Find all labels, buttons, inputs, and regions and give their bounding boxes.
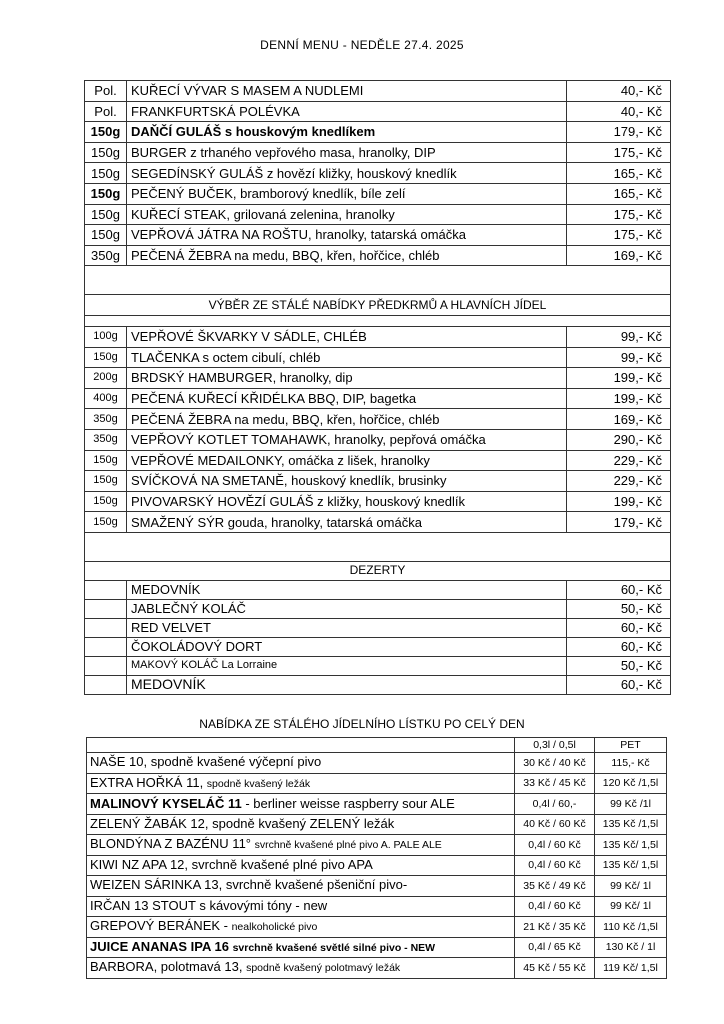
- item-price: 165,- Kč: [567, 163, 671, 184]
- drink-main: KIWI NZ APA 12, svrchně kvašené plné pivo APA: [90, 856, 373, 872]
- drink-price-draft: 0,4l / 60,-: [515, 794, 595, 815]
- drink-price-pet: 99 Kč /1l: [595, 794, 667, 815]
- item-price: 175,- Kč: [567, 204, 671, 225]
- daily-item-row: [85, 225, 671, 246]
- daily-item-row: [85, 245, 671, 266]
- item-price: 99,- Kč: [567, 326, 671, 347]
- standing-section-header: VÝBĚR ZE STÁLÉ NABÍDKY PŘEDKRMŮ A HLAVNÍCH JÍDEL: [85, 295, 671, 316]
- drink-name: [87, 937, 515, 958]
- section-header-row: [85, 561, 671, 580]
- item-weight: Pol.: [85, 81, 127, 102]
- item-price: 199,- Kč: [567, 388, 671, 409]
- drink-main: NAŠE 10, spodně kvašené výčepní pivo: [90, 754, 322, 770]
- item-weight: 350g: [85, 409, 127, 430]
- drink-main: IRČAN 13 STOUT s kávovými tóny - new: [90, 897, 328, 913]
- dessert-item-row: [85, 675, 671, 694]
- item-price: 175,- Kč: [567, 142, 671, 163]
- item-price: 40,- Kč: [567, 101, 671, 122]
- drink-price-pet: 110 Kč /1,5l: [595, 917, 667, 938]
- item-price: 290,- Kč: [567, 429, 671, 450]
- daily-item-row: [85, 183, 671, 204]
- item-price: 40,- Kč: [567, 81, 671, 102]
- drink-name: [87, 835, 515, 856]
- item-price: 165,- Kč: [567, 183, 671, 204]
- standing-item-row: [85, 471, 671, 492]
- item-price: 199,- Kč: [567, 491, 671, 512]
- item-name: BRDSKÝ HAMBURGER, hranolky, dip: [127, 368, 567, 389]
- drink-price-draft: 0,4l / 60 Kč: [515, 855, 595, 876]
- header-blank: [87, 738, 515, 753]
- item-name: MAKOVÝ KOLÁČ La Lorraine: [127, 656, 567, 675]
- item-weight: 150g: [85, 512, 127, 533]
- drink-row: [87, 753, 667, 774]
- drink-name: [87, 814, 515, 835]
- item-name: DAŇČÍ GULÁŠ s houskovým knedlíkem: [127, 122, 567, 143]
- item-weight: [85, 675, 127, 694]
- item-name: PEČENÁ KUŘECÍ KŘIDÉLKA BBQ, DIP, bagetka: [127, 388, 567, 409]
- drink-row: [87, 917, 667, 938]
- drink-price-pet: 135 Kč/ 1,5l: [595, 835, 667, 856]
- drink-name: [87, 958, 515, 979]
- item-weight: 150g: [85, 347, 127, 368]
- standing-item-row: [85, 512, 671, 533]
- item-price: 229,- Kč: [567, 450, 671, 471]
- drink-sub: svrchně kvašené plné pivo A. PALE ALE: [254, 839, 442, 852]
- drinks-title: NABÍDKA ZE STÁLÉHO JÍDELNÍHO LÍSTKU PO CELÝ DEN: [199, 717, 525, 731]
- dessert-item-row: [85, 637, 671, 656]
- item-name: SVÍČKOVÁ NA SMETANĚ, houskový knedlík, brusinky: [127, 471, 567, 492]
- drink-main: GREPOVÝ BERÁNEK -: [90, 918, 232, 934]
- section-header-row: [85, 295, 671, 316]
- drink-sub: - berliner weisse raspberry sour ALE: [241, 795, 455, 811]
- item-name: TLAČENKA s octem cibulí, chléb: [127, 347, 567, 368]
- gap-cell: [85, 315, 671, 326]
- drink-main: BARBORA, polotmavá 13,: [90, 959, 247, 975]
- drink-price-draft: 21 Kč / 35 Kč: [515, 917, 595, 938]
- item-weight: 150g: [85, 471, 127, 492]
- standing-item-row: [85, 388, 671, 409]
- standing-item-row: [85, 409, 671, 430]
- drink-name: [87, 876, 515, 897]
- item-weight: 150g: [85, 204, 127, 225]
- item-price: 169,- Kč: [567, 409, 671, 430]
- item-name: VEPŘOVÝ KOTLET TOMAHAWK, hranolky, pepřová omáčka: [127, 429, 567, 450]
- item-weight: [85, 656, 127, 675]
- drink-sub: spodně kvašený ležák: [206, 777, 311, 790]
- item-name: PEČENÁ ŽEBRA na medu, BBQ, křen, hořčice, chléb: [127, 245, 567, 266]
- daily-item-row: [85, 204, 671, 225]
- item-price: 229,- Kč: [567, 471, 671, 492]
- section-gap: [85, 315, 671, 326]
- item-weight: 150g: [85, 183, 127, 204]
- drink-row: [87, 835, 667, 856]
- dessert-item-row: [85, 599, 671, 618]
- drinks-header-row: [87, 738, 667, 753]
- item-weight: 100g: [85, 326, 127, 347]
- item-name: FRANKFURTSKÁ POLÉVKA: [127, 101, 567, 122]
- item-name: KUŘECÍ STEAK, grilovaná zelenina, hranolky: [127, 204, 567, 225]
- item-price: 175,- Kč: [567, 225, 671, 246]
- item-name: MEDOVNÍK: [127, 675, 567, 694]
- standing-item-row: [85, 429, 671, 450]
- standing-item-row: [85, 491, 671, 512]
- section-gap: [85, 532, 671, 561]
- drink-main: EXTRA HOŘKÁ 11,: [90, 774, 207, 790]
- drink-main: BLONDÝNA Z BAZÉNU 11°: [90, 836, 255, 852]
- item-name: RED VELVET: [127, 618, 567, 637]
- daily-item-row: [85, 163, 671, 184]
- header-col2: PET: [595, 738, 667, 753]
- drink-main: ZELENÝ ŽABÁK 12, spodně kvašený ZELENÝ ležák: [90, 815, 395, 831]
- desserts-section-header: DEZERTY: [85, 561, 671, 580]
- item-name: PIVOVARSKÝ HOVĚZÍ GULÁŠ z kližky, houskový knedlík: [127, 491, 567, 512]
- drink-sub: spodně kvašený polotmavý ležák: [246, 962, 401, 975]
- drinks-table: [86, 737, 667, 979]
- drink-row: [87, 937, 667, 958]
- drink-row: [87, 855, 667, 876]
- item-weight: [85, 637, 127, 656]
- item-weight: 150g: [85, 225, 127, 246]
- drink-row: [87, 814, 667, 835]
- dessert-item-row: [85, 656, 671, 675]
- dessert-item-row: [85, 580, 671, 599]
- drink-price-draft: 0,4l / 65 Kč: [515, 937, 595, 958]
- item-name: VEPŘOVÉ ŠKVARKY V SÁDLE, CHLÉB: [127, 326, 567, 347]
- item-price: 179,- Kč: [567, 512, 671, 533]
- item-weight: [85, 618, 127, 637]
- standing-item-row: [85, 347, 671, 368]
- drink-row: [87, 958, 667, 979]
- item-weight: 150g: [85, 142, 127, 163]
- item-weight: 350g: [85, 429, 127, 450]
- standing-item-row: [85, 368, 671, 389]
- drink-main: JUICE ANANAS IPA 16: [90, 938, 233, 954]
- item-price: 179,- Kč: [567, 122, 671, 143]
- drink-price-draft: 45 Kč / 55 Kč: [515, 958, 595, 979]
- menu-table: [84, 80, 671, 695]
- drink-row: [87, 896, 667, 917]
- item-price: 169,- Kč: [567, 245, 671, 266]
- drink-row: [87, 794, 667, 815]
- drink-price-pet: 99 Kč/ 1l: [595, 896, 667, 917]
- standing-item-row: [85, 450, 671, 471]
- drink-price-pet: 115,- Kč: [595, 753, 667, 774]
- standing-item-row: [85, 326, 671, 347]
- item-name: JABLEČNÝ KOLÁČ: [127, 599, 567, 618]
- item-name: SEGEDÍNSKÝ GULÁŠ z hovězí kližky, houskový knedlík: [127, 163, 567, 184]
- item-price: 60,- Kč: [567, 618, 671, 637]
- drink-price-draft: 30 Kč / 40 Kč: [515, 753, 595, 774]
- daily-item-row: [85, 81, 671, 102]
- item-name: VEPŘOVÁ JÁTRA NA ROŠTU, hranolky, tatarská omáčka: [127, 225, 567, 246]
- drink-sub: svrchně kvašené světlé silné pivo - NEW: [232, 941, 436, 954]
- daily-item-row: [85, 122, 671, 143]
- drink-name: [87, 855, 515, 876]
- dessert-item-row: [85, 618, 671, 637]
- page-title: DENNÍ MENU - NEDĚLE 27.4. 2025: [260, 38, 464, 52]
- item-price: 50,- Kč: [567, 599, 671, 618]
- item-weight: 150g: [85, 450, 127, 471]
- item-weight: 150g: [85, 163, 127, 184]
- drink-name: [87, 896, 515, 917]
- item-name: BURGER z trhaného vepřového masa, hranolky, DIP: [127, 142, 567, 163]
- daily-item-row: [85, 101, 671, 122]
- drink-price-pet: 135 Kč /1,5l: [595, 814, 667, 835]
- gap-cell: [85, 266, 671, 295]
- item-weight: Pol.: [85, 101, 127, 122]
- item-weight: [85, 580, 127, 599]
- drink-sub: nealkoholické pivo: [231, 921, 318, 934]
- drink-price-draft: 0,4l / 60 Kč: [515, 835, 595, 856]
- gap-cell: [85, 532, 671, 561]
- item-price: 199,- Kč: [567, 368, 671, 389]
- drink-row: [87, 876, 667, 897]
- item-weight: 350g: [85, 245, 127, 266]
- item-price: 50,- Kč: [567, 656, 671, 675]
- daily-item-row: [85, 142, 671, 163]
- drink-price-draft: 33 Kč / 45 Kč: [515, 773, 595, 794]
- item-price: 99,- Kč: [567, 347, 671, 368]
- item-weight: 200g: [85, 368, 127, 389]
- item-name: ČOKOLÁDOVÝ DORT: [127, 637, 567, 656]
- item-name: KUŘECÍ VÝVAR S MASEM A NUDLEMI: [127, 81, 567, 102]
- drink-row: [87, 773, 667, 794]
- drink-price-pet: 99 Kč/ 1l: [595, 876, 667, 897]
- drink-price-draft: 0,4l / 60 Kč: [515, 896, 595, 917]
- item-price: 60,- Kč: [567, 580, 671, 599]
- drink-main: WEIZEN SÁRINKA 13, svrchně kvašené pšeniční pivo-: [90, 877, 408, 893]
- drink-price-pet: 130 Kč / 1l: [595, 937, 667, 958]
- item-weight: [85, 599, 127, 618]
- item-name: VEPŘOVÉ MEDAILONKY, omáčka z lišek, hranolky: [127, 450, 567, 471]
- item-weight: 400g: [85, 388, 127, 409]
- section-gap: [85, 266, 671, 295]
- drink-main: MALINOVÝ KYSELÁČ 11: [90, 795, 242, 811]
- item-weight: 150g: [85, 122, 127, 143]
- drink-name: [87, 773, 515, 794]
- item-name: MEDOVNÍK: [127, 580, 567, 599]
- item-weight: 150g: [85, 491, 127, 512]
- drink-name: [87, 917, 515, 938]
- drink-price-pet: 135 Kč/ 1,5l: [595, 855, 667, 876]
- drink-price-draft: 40 Kč / 60 Kč: [515, 814, 595, 835]
- drink-price-pet: 120 Kč /1,5l: [595, 773, 667, 794]
- drink-name: [87, 794, 515, 815]
- drink-price-draft: 35 Kč / 49 Kč: [515, 876, 595, 897]
- drink-name: [87, 753, 515, 774]
- item-name: PEČENÝ BUČEK, bramborový knedlík, bíle zelí: [127, 183, 567, 204]
- item-name: SMAŽENÝ SÝR gouda, hranolky, tatarská omáčka: [127, 512, 567, 533]
- item-price: 60,- Kč: [567, 637, 671, 656]
- item-name: PEČENÁ ŽEBRA na medu, BBQ, křen, hořčice, chléb: [127, 409, 567, 430]
- item-price: 60,- Kč: [567, 675, 671, 694]
- drink-price-pet: 119 Kč/ 1,5l: [595, 958, 667, 979]
- header-col1: 0,3l / 0,5l: [515, 738, 595, 753]
